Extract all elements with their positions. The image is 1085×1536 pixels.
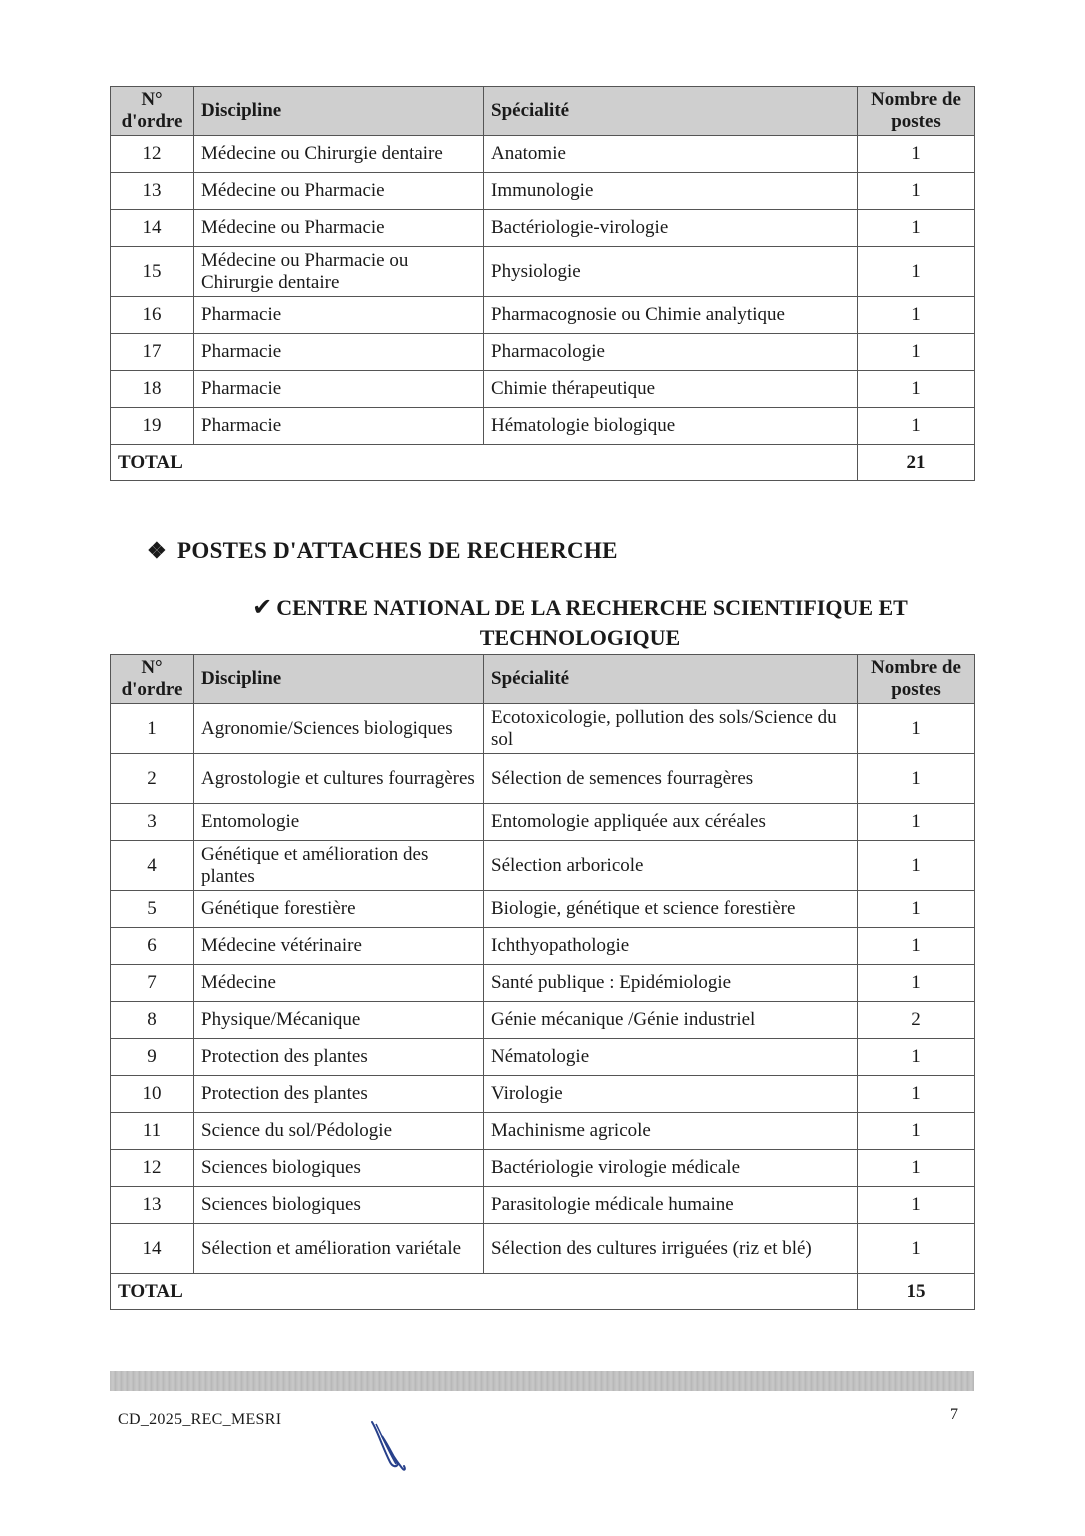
postes-cell: 1 — [858, 704, 975, 754]
row-number: 14 — [111, 210, 194, 247]
discipline-cell: Pharmacie — [194, 334, 484, 371]
header-discipline: Discipline — [194, 87, 484, 136]
specialite-cell: Santé publique : Epidémiologie — [484, 965, 858, 1002]
table-row — [111, 1039, 975, 1076]
table-row — [111, 210, 975, 247]
table-row — [111, 1150, 975, 1187]
row-number: 7 — [111, 965, 194, 1002]
subsection-title: ✔ CENTRE NATIONAL DE LA RECHERCHE SCIENTIFIQUE ET TECHNOLOGIQUE — [252, 593, 908, 650]
postes-cell: 1 — [858, 1076, 975, 1113]
table-row — [111, 247, 975, 297]
postes-cell: 1 — [858, 136, 975, 173]
specialite-cell: Sélection arboricole — [484, 841, 858, 891]
discipline-cell: Pharmacie — [194, 297, 484, 334]
discipline-cell: Médecine ou Pharmacie — [194, 210, 484, 247]
discipline-cell: Pharmacie — [194, 408, 484, 445]
row-number: 19 — [111, 408, 194, 445]
table-row — [111, 297, 975, 334]
specialite-cell: Biologie, génétique et science forestière — [484, 891, 858, 928]
specialite-cell: Ichthyopathologie — [484, 928, 858, 965]
row-number: 2 — [111, 754, 194, 804]
table-header-row — [111, 87, 975, 136]
specialite-cell: Sélection des cultures irriguées (riz et blé) — [484, 1224, 858, 1274]
postes-cell: 1 — [858, 371, 975, 408]
row-number: 13 — [111, 1187, 194, 1224]
postes-cell: 1 — [858, 1150, 975, 1187]
specialite-cell: Hématologie biologique — [484, 408, 858, 445]
postes-cell: 1 — [858, 1039, 975, 1076]
discipline-cell: Génétique forestière — [194, 891, 484, 928]
table-row — [111, 754, 975, 804]
postes-cell: 1 — [858, 210, 975, 247]
footer-divider — [110, 1371, 974, 1391]
specialite-cell: Pharmacologie — [484, 334, 858, 371]
diamond-bullet-icon: ❖ — [147, 538, 168, 563]
table-row — [111, 334, 975, 371]
row-number: 4 — [111, 841, 194, 891]
postes-cell: 1 — [858, 891, 975, 928]
table-row — [111, 1113, 975, 1150]
table-row — [111, 173, 975, 210]
row-number: 10 — [111, 1076, 194, 1113]
total-label: TOTAL — [111, 445, 858, 481]
row-number: 5 — [111, 891, 194, 928]
header-specialite: Spécialité — [484, 87, 858, 136]
total-value: 21 — [858, 445, 975, 481]
discipline-cell: Protection des plantes — [194, 1076, 484, 1113]
specialite-cell: Parasitologie médicale humaine — [484, 1187, 858, 1224]
table-row — [111, 704, 975, 754]
discipline-cell: Entomologie — [194, 804, 484, 841]
postes-cell: 1 — [858, 841, 975, 891]
discipline-cell: Pharmacie — [194, 371, 484, 408]
discipline-cell: Médecine vétérinaire — [194, 928, 484, 965]
discipline-cell: Sciences biologiques — [194, 1150, 484, 1187]
specialite-cell: Ecotoxicologie, pollution des sols/Science du sol — [484, 704, 858, 754]
row-number: 15 — [111, 247, 194, 297]
postes-cell: 1 — [858, 247, 975, 297]
row-number: 3 — [111, 804, 194, 841]
total-row — [111, 1274, 975, 1310]
postes-cell: 1 — [858, 408, 975, 445]
header-discipline: Discipline — [194, 655, 484, 704]
header-specialite: Spécialité — [484, 655, 858, 704]
row-number: 18 — [111, 371, 194, 408]
specialite-cell: Bactériologie virologie médicale — [484, 1150, 858, 1187]
table-header-row — [111, 655, 975, 704]
specialite-cell: Machinisme agricole — [484, 1113, 858, 1150]
header-ordre: N° d'ordre — [111, 655, 194, 704]
header-ordre: N° d'ordre — [111, 87, 194, 136]
postes-cell: 2 — [858, 1002, 975, 1039]
discipline-cell: Science du sol/Pédologie — [194, 1113, 484, 1150]
table-row — [111, 891, 975, 928]
row-number: 12 — [111, 136, 194, 173]
specialite-cell: Chimie thérapeutique — [484, 371, 858, 408]
postes-cell: 1 — [858, 804, 975, 841]
postes-cell: 1 — [858, 754, 975, 804]
specialite-cell: Physiologie — [484, 247, 858, 297]
row-number: 14 — [111, 1224, 194, 1274]
row-number: 8 — [111, 1002, 194, 1039]
specialite-cell: Nématologie — [484, 1039, 858, 1076]
postes-cell: 1 — [858, 965, 975, 1002]
section-title: ❖ POSTES D'ATTACHES DE RECHERCHE — [147, 538, 618, 563]
table-row — [111, 136, 975, 173]
table-row — [111, 928, 975, 965]
table-row — [111, 408, 975, 445]
row-number: 1 — [111, 704, 194, 754]
row-number: 12 — [111, 1150, 194, 1187]
table-row — [111, 1076, 975, 1113]
posts-table-medicine — [110, 86, 975, 481]
specialite-cell: Anatomie — [484, 136, 858, 173]
signature-initials-icon — [368, 1418, 416, 1474]
total-value: 15 — [858, 1274, 975, 1310]
discipline-cell: Sciences biologiques — [194, 1187, 484, 1224]
discipline-cell: Médecine ou Chirurgie dentaire — [194, 136, 484, 173]
checkmark-icon: ✔ — [252, 593, 273, 621]
table-row — [111, 965, 975, 1002]
table-row — [111, 804, 975, 841]
row-number: 13 — [111, 173, 194, 210]
posts-table-cnrst — [110, 654, 975, 1310]
document-reference: CD_2025_REC_MESRI — [118, 1411, 282, 1428]
discipline-cell: Physique/Mécanique — [194, 1002, 484, 1039]
postes-cell: 1 — [858, 297, 975, 334]
table-row — [111, 1224, 975, 1274]
specialite-cell: Bactériologie-virologie — [484, 210, 858, 247]
discipline-cell: Médecine ou Pharmacie — [194, 173, 484, 210]
header-postes: Nombre de postes — [858, 87, 975, 136]
postes-cell: 1 — [858, 928, 975, 965]
discipline-cell: Protection des plantes — [194, 1039, 484, 1076]
specialite-cell: Pharmacognosie ou Chimie analytique — [484, 297, 858, 334]
postes-cell: 1 — [858, 1187, 975, 1224]
discipline-cell: Agrostologie et cultures fourragères — [194, 754, 484, 804]
table-row — [111, 1187, 975, 1224]
postes-cell: 1 — [858, 334, 975, 371]
total-label: TOTAL — [111, 1274, 858, 1310]
specialite-cell: Entomologie appliquée aux céréales — [484, 804, 858, 841]
page-number: 7 — [950, 1406, 958, 1423]
discipline-cell: Sélection et amélioration variétale — [194, 1224, 484, 1274]
specialite-cell: Virologie — [484, 1076, 858, 1113]
table-row — [111, 371, 975, 408]
specialite-cell: Immunologie — [484, 173, 858, 210]
header-postes: Nombre de postes — [858, 655, 975, 704]
row-number: 11 — [111, 1113, 194, 1150]
specialite-cell: Génie mécanique /Génie industriel — [484, 1002, 858, 1039]
discipline-cell: Agronomie/Sciences biologiques — [194, 704, 484, 754]
postes-cell: 1 — [858, 173, 975, 210]
row-number: 17 — [111, 334, 194, 371]
table-row — [111, 841, 975, 891]
row-number: 16 — [111, 297, 194, 334]
row-number: 6 — [111, 928, 194, 965]
table-row — [111, 1002, 975, 1039]
total-row — [111, 445, 975, 481]
discipline-cell: Génétique et amélioration des plantes — [194, 841, 484, 891]
specialite-cell: Sélection de semences fourragères — [484, 754, 858, 804]
postes-cell: 1 — [858, 1113, 975, 1150]
discipline-cell: Médecine — [194, 965, 484, 1002]
row-number: 9 — [111, 1039, 194, 1076]
postes-cell: 1 — [858, 1224, 975, 1274]
discipline-cell: Médecine ou Pharmacie ou Chirurgie dentaire — [194, 247, 484, 297]
